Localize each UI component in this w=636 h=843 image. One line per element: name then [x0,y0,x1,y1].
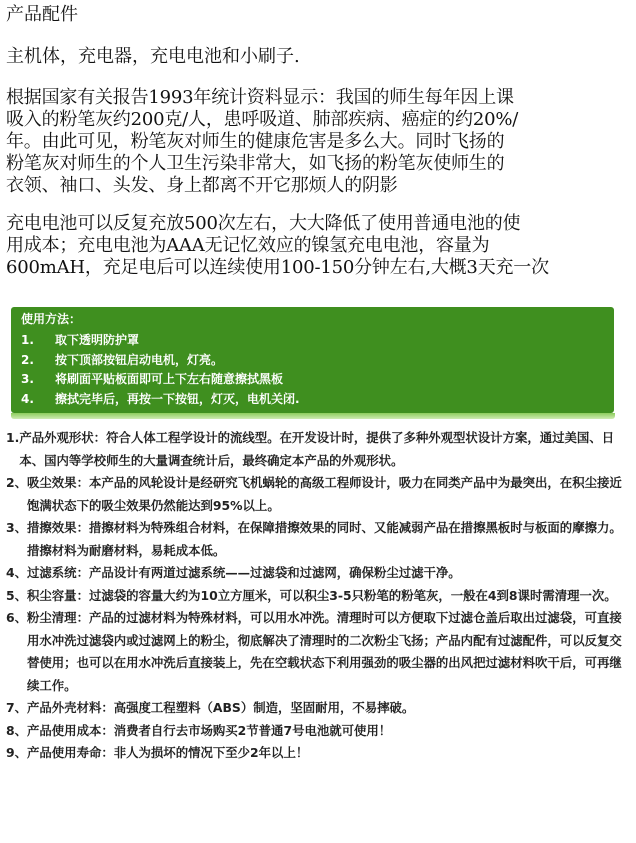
feature-text: 吸尘效果：本产品的风轮设计是经研究飞机蜗轮的高级工程师设计，吸力在同类产品中为最突出，在积尘接近饱满状态下的吸尘效果仍然能达到95%以上。 [27,475,622,513]
paragraph-line: 吸入的粉笔灰约200克/人，患呼吸道、肺部疾病、癌症的约20%/ [6,109,519,130]
usage-box-bottom-band [11,413,615,419]
feature-text: 产品使用成本：消费者自行去市场购买2节普通7号电池就可使用！ [27,722,392,738]
paragraph-line: 充电电池可以反复充放500次左右，大大降低了使用普通电池的使 [6,213,521,234]
paragraph-line: 根据国家有关报告1993年统计资料显示：我国的师生每年因上课 [6,87,514,108]
feature-number: 8、 [6,722,28,738]
usage-step [21,390,300,410]
step-text: 按下顶部按钮启动电机，灯亮。 [55,352,224,367]
usage-steps [21,331,300,409]
feature-item [6,697,630,720]
feature-text: 措擦效果：措擦材料为特殊组合材料，在保障措擦效果的同时、又能减弱产品在措擦黑板时与板面的摩擦力。措擦材料为耐磨材料，易耗成本低。 [27,520,622,558]
feature-text: 积尘容量：过滤袋的容量大约为10立方厘米，可以积尘3-5只粉笔的粉笔灰，一般在4到8课时需清理一次。 [27,587,617,603]
feature-text: 过滤系统：产品设计有两道过滤系统——过滤袋和过滤网，确保粉尘过滤干净。 [27,565,461,580]
step-text: 取下透明防护罩 [55,333,140,347]
feature-text: 产品外壳材料：高强度工程塑料（ABS）制造，坚固耐用，不易摔破。 [27,700,415,715]
paragraph-line: 600mAH，充足电后可以连续使用100-150分钟左右,大概3天充一次 [6,257,549,278]
feature-number: 3、 [6,520,28,535]
feature-list [6,427,630,765]
feature-text: 粉尘清理：产品的过滤材料为特殊材料，可以用水冲洗。清理时可以方便取下过滤仓盖后取出过滤袋，可直接用水冲洗过滤袋内或过滤网上的粉尘，彻底解决了清理时的二次粉尘飞扬；产品内配有过滤配件，可以反复交替使用；也可以在用水冲洗后直接装上，先在空载状态下利用强劲的吸尘器的出风把过滤材料吹干后，可再继续工作。 [27,610,622,693]
feature-item [6,607,630,697]
accessories-heading: 产品配件 [6,4,78,25]
paragraph-line: 年。由此可见，粉笔灰对师生的健康危害是多么大。同时飞扬的 [6,131,505,152]
feature-number: 2、 [6,475,28,490]
feature-number: 9、 [6,745,28,760]
step-number: 2. [21,352,34,367]
step-text: 擦拭完毕后，再按一下按钮，灯灭，电机关闭. [55,391,300,406]
feature-number: 7、 [6,700,28,715]
usage-instructions-box [11,307,614,413]
feature-number: 4、 [6,565,28,580]
dust-hazard-paragraph [6,87,630,197]
step-number: 1. [21,333,34,347]
feature-text: 产品外观形状：符合人体工程学设计的流线型。在开发设计时，提供了多种外观型状设计方案，通过美国、日本、国内等学校师生的大量调查统计后，最终确定本产品的外观形状。 [19,430,615,468]
battery-paragraph [6,213,630,279]
feature-item [6,720,630,743]
step-text: 将刷面平贴板面即可上下左右随意擦拭黑板 [55,372,284,386]
feature-item [6,427,630,472]
accessories-list: 主机体，充电器，充电电池和小刷子. [6,46,300,67]
feature-text: 产品使用寿命：非人为损坏的情况下至少2年以上！ [27,745,309,760]
feature-item [6,585,630,608]
paragraph-line: 用成本；充电电池为AAA无记忆效应的镍氢充电电池，容量为 [6,235,490,256]
usage-step [21,331,300,351]
feature-number: 6、 [6,610,28,625]
feature-item [6,562,630,585]
paragraph-line: 粉笔灰对师生的个人卫生污染非常大，如飞扬的粉笔灰使师生的 [6,153,505,174]
text-section [0,0,636,279]
feature-number: 5、 [6,587,28,603]
feature-item [6,517,630,562]
step-number: 4. [21,391,34,406]
usage-step [21,370,300,390]
feature-number: 1. [6,430,20,445]
feature-item [6,742,630,765]
usage-title: 使用方法： [21,312,82,326]
step-number: 3. [21,372,34,386]
feature-item [6,472,630,517]
paragraph-line: 衣领、袖口、头发、身上都离不开它那烦人的阴影 [6,175,398,196]
usage-step [21,351,300,371]
